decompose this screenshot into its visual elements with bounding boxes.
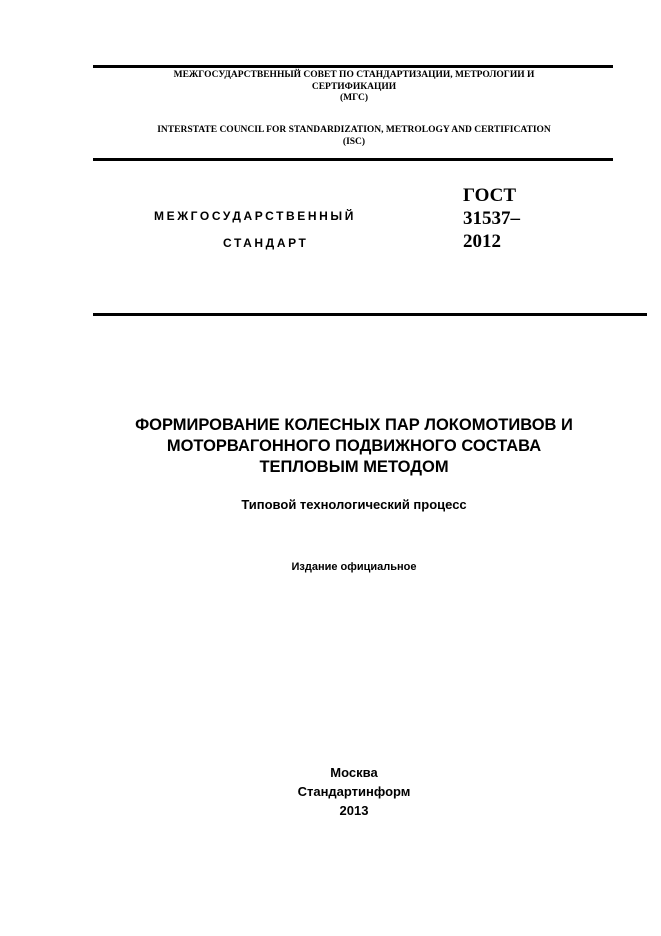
- title-line2: МОТОРВАГОННОГО ПОДВИЖНОГО СОСТАВА: [166, 437, 542, 455]
- edition-note: Издание официальное: [291, 561, 417, 573]
- document-title: [95, 415, 613, 478]
- document-subtitle: Типовой технологический процесс: [241, 497, 467, 512]
- gost-designation: [463, 184, 520, 253]
- gost-label: ГОСТ: [463, 185, 517, 206]
- council-ru-abbr: (МГС): [339, 93, 369, 103]
- council-en-line1: INTERSTATE COUNCIL FOR STANDARDIZATION, METROLOGY AND CERTIFICATION: [157, 125, 551, 135]
- title-line1: ФОРМИРОВАНИЕ КОЛЕСНЫХ ПАР ЛОКОМОТИВОВ И: [135, 416, 573, 434]
- council-ru-line1: МЕЖГОСУДАРСТВЕННЫЙ СОВЕТ ПО СТАНДАРТИЗАЦИИ, МЕТРОЛОГИИ И: [173, 70, 535, 80]
- council-header-en: [95, 125, 613, 148]
- standard-kind-line2: СТАНДАРТ: [223, 236, 309, 250]
- council-ru-line2: СЕРТИФИКАЦИИ: [311, 81, 397, 92]
- council-header-ru: [95, 70, 613, 105]
- title-divider-rule: [93, 313, 647, 316]
- header-bottom-rule: [93, 158, 613, 161]
- footer-year: 2013: [339, 803, 369, 818]
- title-line3: ТЕПЛОВЫМ МЕТОДОМ: [259, 458, 449, 476]
- standard-kind-line1: МЕЖГОСУДАРСТВЕННЫЙ: [154, 209, 356, 223]
- footer-publisher: Стандартинформ: [297, 784, 411, 799]
- footer-city: Москва: [330, 765, 378, 780]
- publication-footer: [95, 763, 613, 820]
- top-rule: [93, 65, 613, 68]
- gost-number: 31537–: [463, 208, 520, 229]
- gost-year: 2012: [463, 231, 501, 252]
- council-en-abbr: (ISC): [342, 136, 366, 147]
